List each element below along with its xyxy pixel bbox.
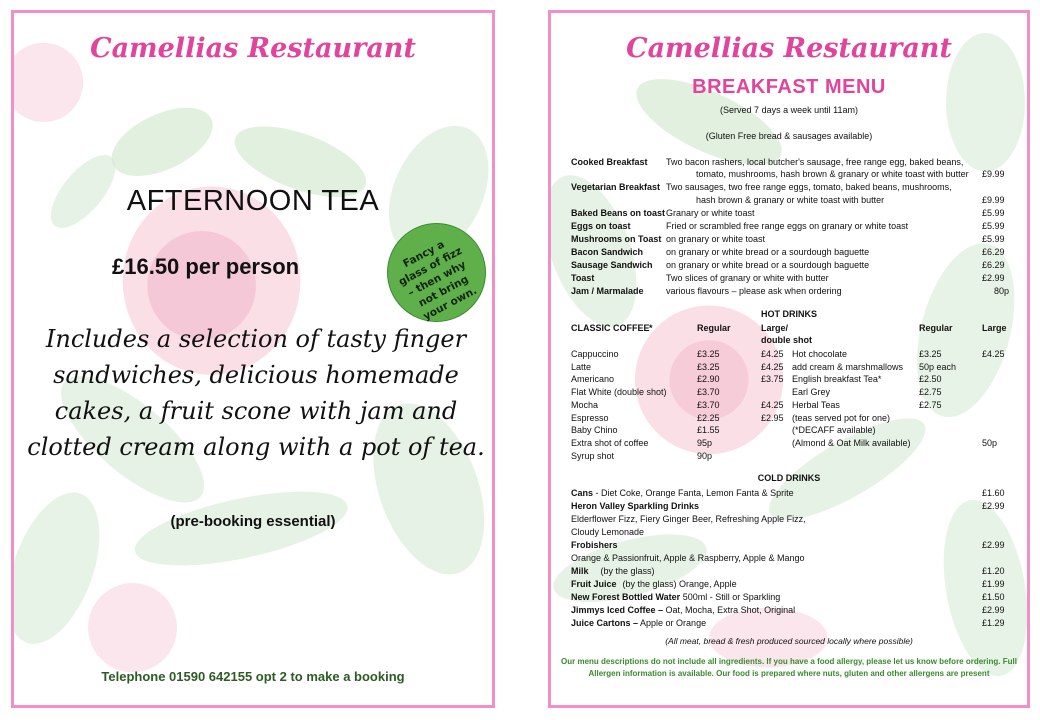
item-name: Fruit Juice xyxy=(571,579,617,589)
drink-name: Latte xyxy=(571,361,592,372)
drink-regular-price: £3.25 xyxy=(697,361,720,372)
item-desc: Oat, Mocha, Extra Shot, Original xyxy=(663,605,796,615)
item-desc: Elderflower Fizz, Fiery Ginger Beer, Refreshing Apple Fizz, xyxy=(571,514,806,524)
item-price: £9.99 xyxy=(982,195,1005,205)
item-name: Toast xyxy=(571,273,595,283)
item-price: 80p xyxy=(994,286,1010,296)
item-name: Eggs on toast xyxy=(571,221,631,231)
item-desc: hash brown & granary or white toast with butter xyxy=(696,195,885,205)
item-desc: tomato, mushrooms, hash brown & granary or white toast with butter xyxy=(696,169,969,179)
item-price: £1.20 xyxy=(982,566,1005,576)
drink-regular-price: £2.50 xyxy=(919,374,942,385)
item-price: £2.99 xyxy=(982,273,1005,283)
col-large-sub: double shot xyxy=(761,335,812,345)
item-desc: (by the glass) Orange, Apple xyxy=(622,579,737,589)
allergy-line-1: Our menu descriptions do not include all ingredients. If you have a food allergy, please let us know before ordering. Full xyxy=(561,657,1017,666)
drink-name: Herbal Teas xyxy=(792,399,840,410)
item-name: New Forest Bottled Water xyxy=(571,592,681,602)
item-name: Cooked Breakfast xyxy=(571,157,648,167)
item-name: Milk xyxy=(571,566,589,576)
item-desc: Orange & Passionfruit, Apple & Raspberry, Apple & Mango xyxy=(571,553,805,563)
item-price: £5.99 xyxy=(982,221,1005,231)
drink-name: Hot chocolate xyxy=(792,349,848,359)
item-name: Sausage Sandwich xyxy=(571,260,653,270)
item-price: £2.99 xyxy=(982,540,1005,550)
item-desc: (by the glass) xyxy=(600,566,655,576)
item-price: £5.99 xyxy=(982,208,1005,218)
drink-large-price: £4.25 xyxy=(761,361,784,372)
col-regular-2: Regular xyxy=(919,323,953,333)
booking-phone: Telephone 01590 642155 opt 2 to make a booking xyxy=(101,669,405,684)
drink-name: Earl Grey xyxy=(792,387,831,398)
col-large: Large/ xyxy=(761,323,789,333)
drink-name: Espresso xyxy=(571,412,609,423)
drink-regular-price: 90p xyxy=(697,450,713,461)
item-price: £2.99 xyxy=(982,605,1005,615)
drink-large-price: 50p xyxy=(982,437,998,448)
afternoon-tea-sheet xyxy=(11,10,495,708)
drink-regular-price: £2.75 xyxy=(919,399,942,410)
item-name: Juice Cartons – xyxy=(571,618,639,628)
item-price: £1.60 xyxy=(982,488,1005,498)
cold-item-milk xyxy=(571,565,655,577)
cold-item-water xyxy=(571,591,780,603)
item-price: £1.99 xyxy=(982,579,1005,589)
drink-large-price: £4.25 xyxy=(761,349,784,359)
drink-large-price: £3.75 xyxy=(761,374,784,385)
drink-name: Cappuccino xyxy=(571,349,619,359)
cold-drinks-heading: COLD DRINKS xyxy=(757,473,821,483)
drink-name: (teas served pot for one) xyxy=(792,412,891,423)
drink-large-price: £4.25 xyxy=(982,349,1005,359)
item-name: Cans xyxy=(571,488,594,498)
item-desc: 500ml - Still or Sparkling xyxy=(680,592,781,602)
item-price: £9.99 xyxy=(982,169,1005,179)
item-desc: Two sausages, two free range eggs, tomato, baked beans, mushrooms, xyxy=(666,182,952,192)
cold-item-cartons xyxy=(571,617,706,629)
drink-regular-price: 95p xyxy=(697,437,713,448)
gluten-free-note: (Gluten Free bread & sausages available) xyxy=(705,131,873,141)
drink-regular-price: £3.70 xyxy=(697,399,720,410)
allergy-line-2: Allergen information is available. Our food is prepared where nuts, gluten and other allergens are present xyxy=(588,669,990,678)
item-name: Bacon Sandwich xyxy=(571,247,644,257)
drink-regular-price: £2.75 xyxy=(919,387,942,398)
item-desc: Two slices of granary or white with butter xyxy=(666,273,829,283)
item-desc: Cloudy Lemonade xyxy=(571,527,645,537)
breakfast-menu-title: BREAKFAST MENU xyxy=(692,76,886,98)
item-price: £1.50 xyxy=(982,592,1005,602)
cold-item-juice xyxy=(571,578,737,590)
drink-name: (Almond & Oat Milk available) xyxy=(792,437,911,448)
drink-regular-price: £1.55 xyxy=(697,425,720,436)
item-desc: Fried or scrambled free range eggs on granary or white toast xyxy=(666,221,909,231)
sourcing-note: (All meat, bread & fresh produced sourced locally where possible) xyxy=(665,636,913,646)
item-name: Mushrooms on Toast xyxy=(571,234,662,244)
restaurant-name-right: Camellias Restaurant xyxy=(626,33,952,64)
item-price: £1.29 xyxy=(982,618,1005,628)
fizz-badge-text: Fancy a glass of fizz – then why not bring your own. xyxy=(396,238,479,323)
drink-name: Baby Chino xyxy=(571,425,618,436)
breakfast-menu-sheet xyxy=(548,10,1030,708)
afternoon-tea-title: AFTERNOON TEA xyxy=(126,185,380,217)
item-desc: - Diet Coke, Orange Fanta, Lemon Fanta & Sprite xyxy=(593,488,794,498)
afternoon-tea-description: Includes a selection of tasty finger sandwiches, delicious homemade cakes, a fruit scone with jam and clotted cream along with a pot of tea. xyxy=(27,325,485,461)
drink-regular-price: £3.70 xyxy=(697,387,720,398)
col-regular: Regular xyxy=(697,323,731,333)
item-price: £6.29 xyxy=(982,247,1005,257)
asterisk: * xyxy=(649,323,653,333)
classic-coffee-heading: CLASSIC COFFEE xyxy=(571,323,650,333)
col-large-2: Large xyxy=(982,323,1007,333)
item-desc: Granary or white toast xyxy=(666,208,755,218)
fizz-badge xyxy=(387,223,486,322)
item-desc: Two bacon rashers, local butcher's sausage, free range egg, baked beans, xyxy=(666,157,964,167)
item-desc: various flavours – please ask when ordering xyxy=(666,286,842,296)
drink-regular-price: £2.25 xyxy=(697,412,720,423)
item-name: Baked Beans on toast xyxy=(571,208,666,218)
drink-name: Mocha xyxy=(571,399,599,410)
cold-item-iced-coffee xyxy=(571,604,795,616)
drink-name: Flat White (double shot) xyxy=(571,387,667,398)
item-name: Jimmys Iced Coffee – xyxy=(571,605,664,615)
item-price: £5.99 xyxy=(982,234,1005,244)
drink-regular-price: £2.90 xyxy=(697,374,720,385)
drink-regular-price: £3.25 xyxy=(919,349,942,359)
cold-item-heron: Heron Valley Sparkling Drinks xyxy=(571,501,700,511)
item-price: £2.99 xyxy=(982,501,1005,511)
drink-regular-price: £3.25 xyxy=(697,349,720,359)
drink-large-price: £4.25 xyxy=(761,399,784,410)
drink-name: add cream & marshmallows xyxy=(792,361,904,372)
item-price: £6.29 xyxy=(982,260,1005,270)
item-name: Jam / Marmalade xyxy=(571,286,644,296)
drink-regular-price: 50p each xyxy=(919,361,957,372)
served-note: (Served 7 days a week until 11am) xyxy=(720,105,858,115)
drink-name: Syrup shot xyxy=(571,450,615,461)
cold-item-cans xyxy=(571,487,794,499)
cold-item-frobishers: Frobishers xyxy=(571,540,618,550)
item-desc: on granary or white bread or a sourdough baguette xyxy=(666,260,870,270)
prebooking-note: (pre-booking essential) xyxy=(170,513,336,530)
drink-name: English breakfast Tea* xyxy=(792,374,882,385)
item-desc: on granary or white bread or a sourdough baguette xyxy=(666,247,870,257)
item-desc: Apple or Orange xyxy=(638,618,707,628)
item-desc: on granary or white toast xyxy=(666,234,766,244)
hot-drinks-heading: HOT DRINKS xyxy=(761,309,817,319)
item-name: Vegetarian Breakfast xyxy=(571,182,661,192)
afternoon-tea-price: £16.50 per person xyxy=(112,254,300,279)
drink-name: Extra shot of coffee xyxy=(571,437,649,448)
drink-name: (*DECAFF available) xyxy=(792,425,876,436)
drink-name: Americano xyxy=(571,374,615,385)
drink-large-price: £2.95 xyxy=(761,412,784,423)
restaurant-name-left: Camellias Restaurant xyxy=(90,33,416,64)
